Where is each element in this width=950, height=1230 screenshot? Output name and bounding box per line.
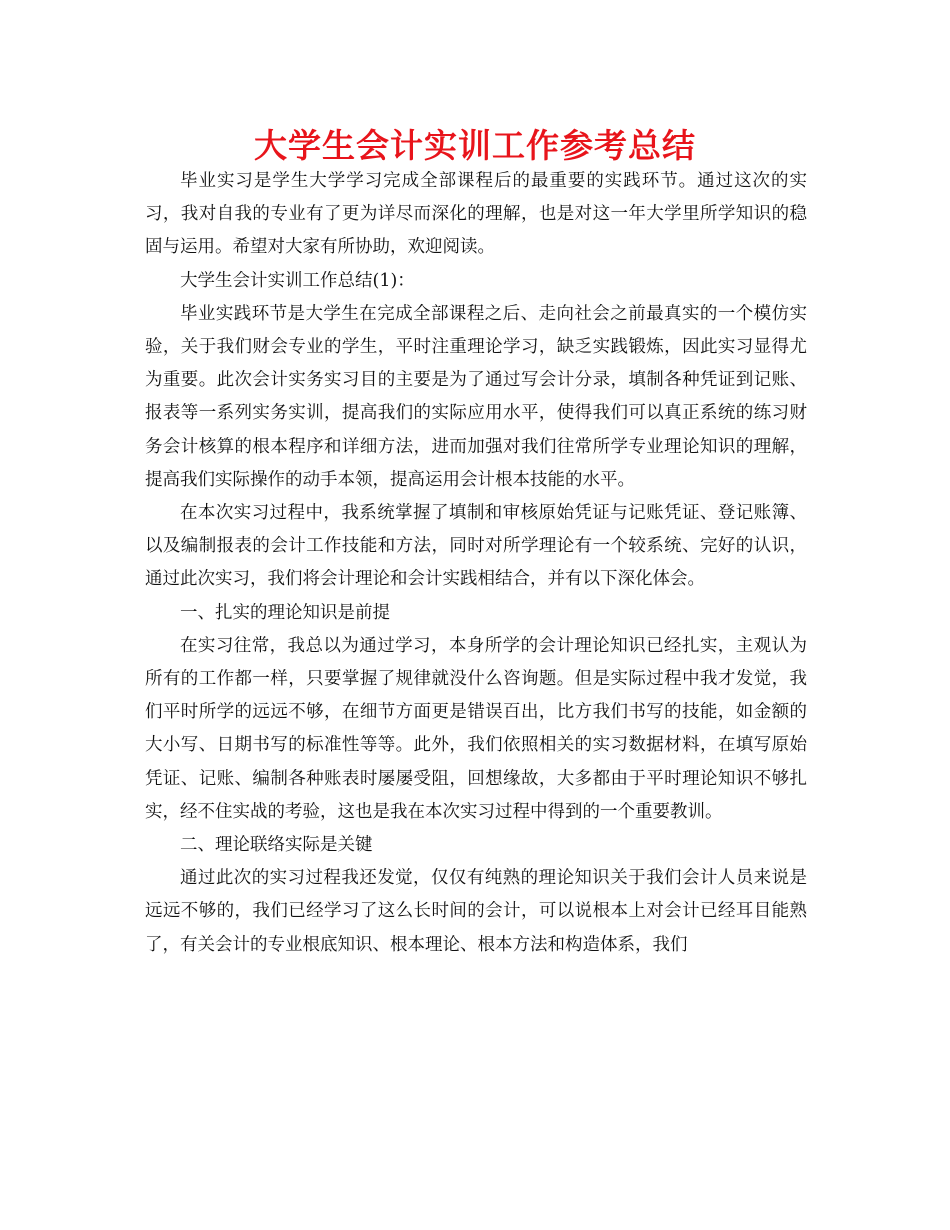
- paragraph-practice-lesson: 通过此次的实习过程我还发觉，仅仅有纯熟的理论知识关于我们会计人员来说是远远不够的，我们已经学习了这么长时间的会计，可以说根本上对会计已经耳目能熟了，有关会计的专业根底知识、根本理论、根本方法和构造体系，我们: [145, 868, 807, 955]
- paragraph-heading-practice: 二、理论联络实际是关键: [180, 835, 373, 856]
- paragraph-theory-lesson: 在实习往常，我总以为通过学习，本身所学的会计理论知识已经扎实，主观认为所有的工作都一样，只要掌握了规律就没什么咨询题。但是实际过程中我才发觉，我们平时所学的远远不够，在细节方面更是错误百出，比方我们书写的技能，如金额的大小写、日期书写的标准性等等。此外，我们依照相关的实习数据材料，在填写原始凭证、记账、编制各种账表时屡屡受阻，回想缘故，大多都由于平时理论知识不够扎实，经不住实战的考验，这也是我在本次实习过程中得到的一个重要教训。: [145, 635, 807, 822]
- paragraph-heading-theory: 一、扎实的理论知识是前提: [180, 602, 390, 623]
- document-title: 大学生会计实训工作参考总结: [254, 126, 696, 165]
- document-body: [145, 165, 807, 962]
- paragraph-section-heading: 大学生会计实训工作总结(1)：: [180, 270, 415, 291]
- paragraph-practice-purpose: 毕业实践环节是大学生在完成全部课程之后、走向社会之前最真实的一个模仿实验，关于我们财会专业的学生，平时注重理论学习，缺乏实践锻炼，因此实习显得尤为重要。此次会计实务实习目的主要是为了通过写会计分录，填制各种凭证到记账、报表等一系列实务实训，提高我们的实际应用水平，使得我们可以真正系统的练习财务会计核算的根本程序和详细方法，进而加强对我们往常所学专业理论知识的理解，提高我们实际操作的动手本领，提高运用会计根本技能的水平。: [145, 303, 807, 490]
- paragraph-intro: 毕业实习是学生大学学习完成全部课程后的最重要的实践环节。通过这次的实习，我对自我的专业有了更为详尽而深化的理解，也是对这一年大学里所学知识的稳固与运用。希望对大家有所协助，欢迎阅读。: [145, 171, 807, 258]
- paragraph-skills-summary: 在本次实习过程中，我系统掌握了填制和审核原始凭证与记账凭证、登记账簿、以及编制报表的会计工作技能和方法，同时对所学理论有一个较系统、完好的认识，通过此次实习，我们将会计理论和会计实践相结合，并有以下深化体会。: [145, 503, 807, 590]
